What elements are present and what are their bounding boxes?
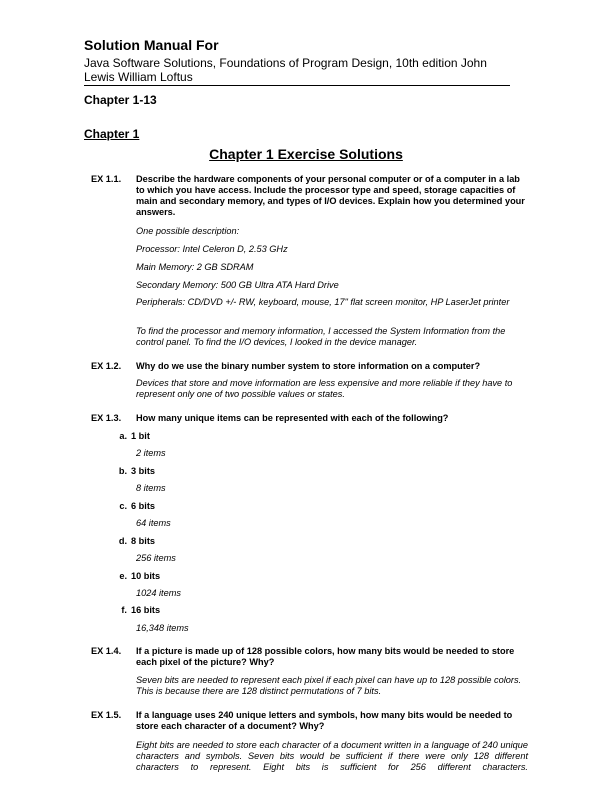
sub-item-text: 8 bits <box>131 536 155 546</box>
question-text: If a language uses 240 unique letters and symbols, how many bits would be needed to store each character of a document? Why? <box>136 710 513 731</box>
sub-item-answer: 16,348 items <box>136 623 189 633</box>
answer-line: Secondary Memory: 500 GB Ultra ATA Hard Drive <box>136 280 339 290</box>
document-subtitle: Java Software Solutions, Foundations of Program Design, 10th edition John Lewis William Loftus <box>84 56 487 84</box>
exercise-number: EX 1.3. <box>91 413 122 423</box>
sub-item-text: 3 bits <box>131 466 155 476</box>
answer-text: Eight bits are needed to store each character of a document written in a language of 240 unique characters and symbols. Seven bits would be sufficient if there were only 128 different characters to represent. Eight bits is sufficient for 256 different characters. <box>136 740 528 772</box>
answer-line: Peripherals: CD/DVD +/- RW, keyboard, mouse, 17" flat screen monitor, HP LaserJet printer <box>136 297 510 307</box>
exercise-number: EX 1.4. <box>91 646 122 656</box>
question-text: How many unique items can be represented with each of the following? <box>136 413 449 423</box>
sub-item-letter: e. <box>119 571 127 581</box>
header-rule <box>84 85 510 86</box>
sub-item-letter: c. <box>119 501 127 511</box>
sub-item-text: 6 bits <box>131 501 155 511</box>
sub-item-answer: 256 items <box>136 553 176 563</box>
sub-item-answer: 8 items <box>136 483 166 493</box>
question-text: Why do we use the binary number system to store information on a computer? <box>136 361 481 371</box>
answer-line: One possible description: <box>136 226 240 236</box>
answer-line: To find the processor and memory information, I accessed the System Information from the control panel. To find the I/O devices, I looked in the device manager. <box>136 326 506 347</box>
sub-item-letter: d. <box>118 536 127 546</box>
exercise-number: EX 1.1. <box>91 174 122 184</box>
sub-item-letter: a. <box>119 431 127 441</box>
chapter-heading: Chapter 1 <box>84 127 140 141</box>
chapter-range: Chapter 1-13 <box>84 93 157 107</box>
exercise-number: EX 1.5. <box>91 710 122 720</box>
answer-line: Processor: Intel Celeron D, 2.53 GHz <box>136 244 288 254</box>
question-text: If a picture is made up of 128 possible colors, how many bits would be needed to store each pixel of the picture? Why? <box>136 646 515 667</box>
answer-text: Devices that store and move information are less expensive and more reliable if they have to represent only one of two possible values or states. <box>136 378 513 399</box>
question-text: Describe the hardware components of your personal computer or of a computer in a lab to which you have access. Include the processor type and speed, storage capacities of main and secondary memory, and types of I/O devices. Explain how you determined your answers. <box>136 174 525 217</box>
sub-item-text: 10 bits <box>131 571 161 581</box>
sub-item-answer: 2 items <box>136 448 166 458</box>
answer-text: Seven bits are needed to represent each pixel if each pixel can have up to 128 possible colors. This is because there are 128 distinct permutations of 7 bits. <box>136 675 522 696</box>
sub-item-text: 16 bits <box>131 605 161 615</box>
section-title: Chapter 1 Exercise Solutions <box>209 146 403 162</box>
answer-line: Main Memory: 2 GB SDRAM <box>136 262 254 272</box>
sub-item-letter: b. <box>118 466 127 476</box>
sub-item-text: 1 bit <box>131 431 150 441</box>
sub-item-letter: f. <box>121 605 127 615</box>
exercise-number: EX 1.2. <box>91 361 122 371</box>
document-title: Solution Manual For <box>84 37 219 53</box>
sub-item-answer: 1024 items <box>136 588 181 598</box>
sub-item-answer: 64 items <box>136 518 171 528</box>
